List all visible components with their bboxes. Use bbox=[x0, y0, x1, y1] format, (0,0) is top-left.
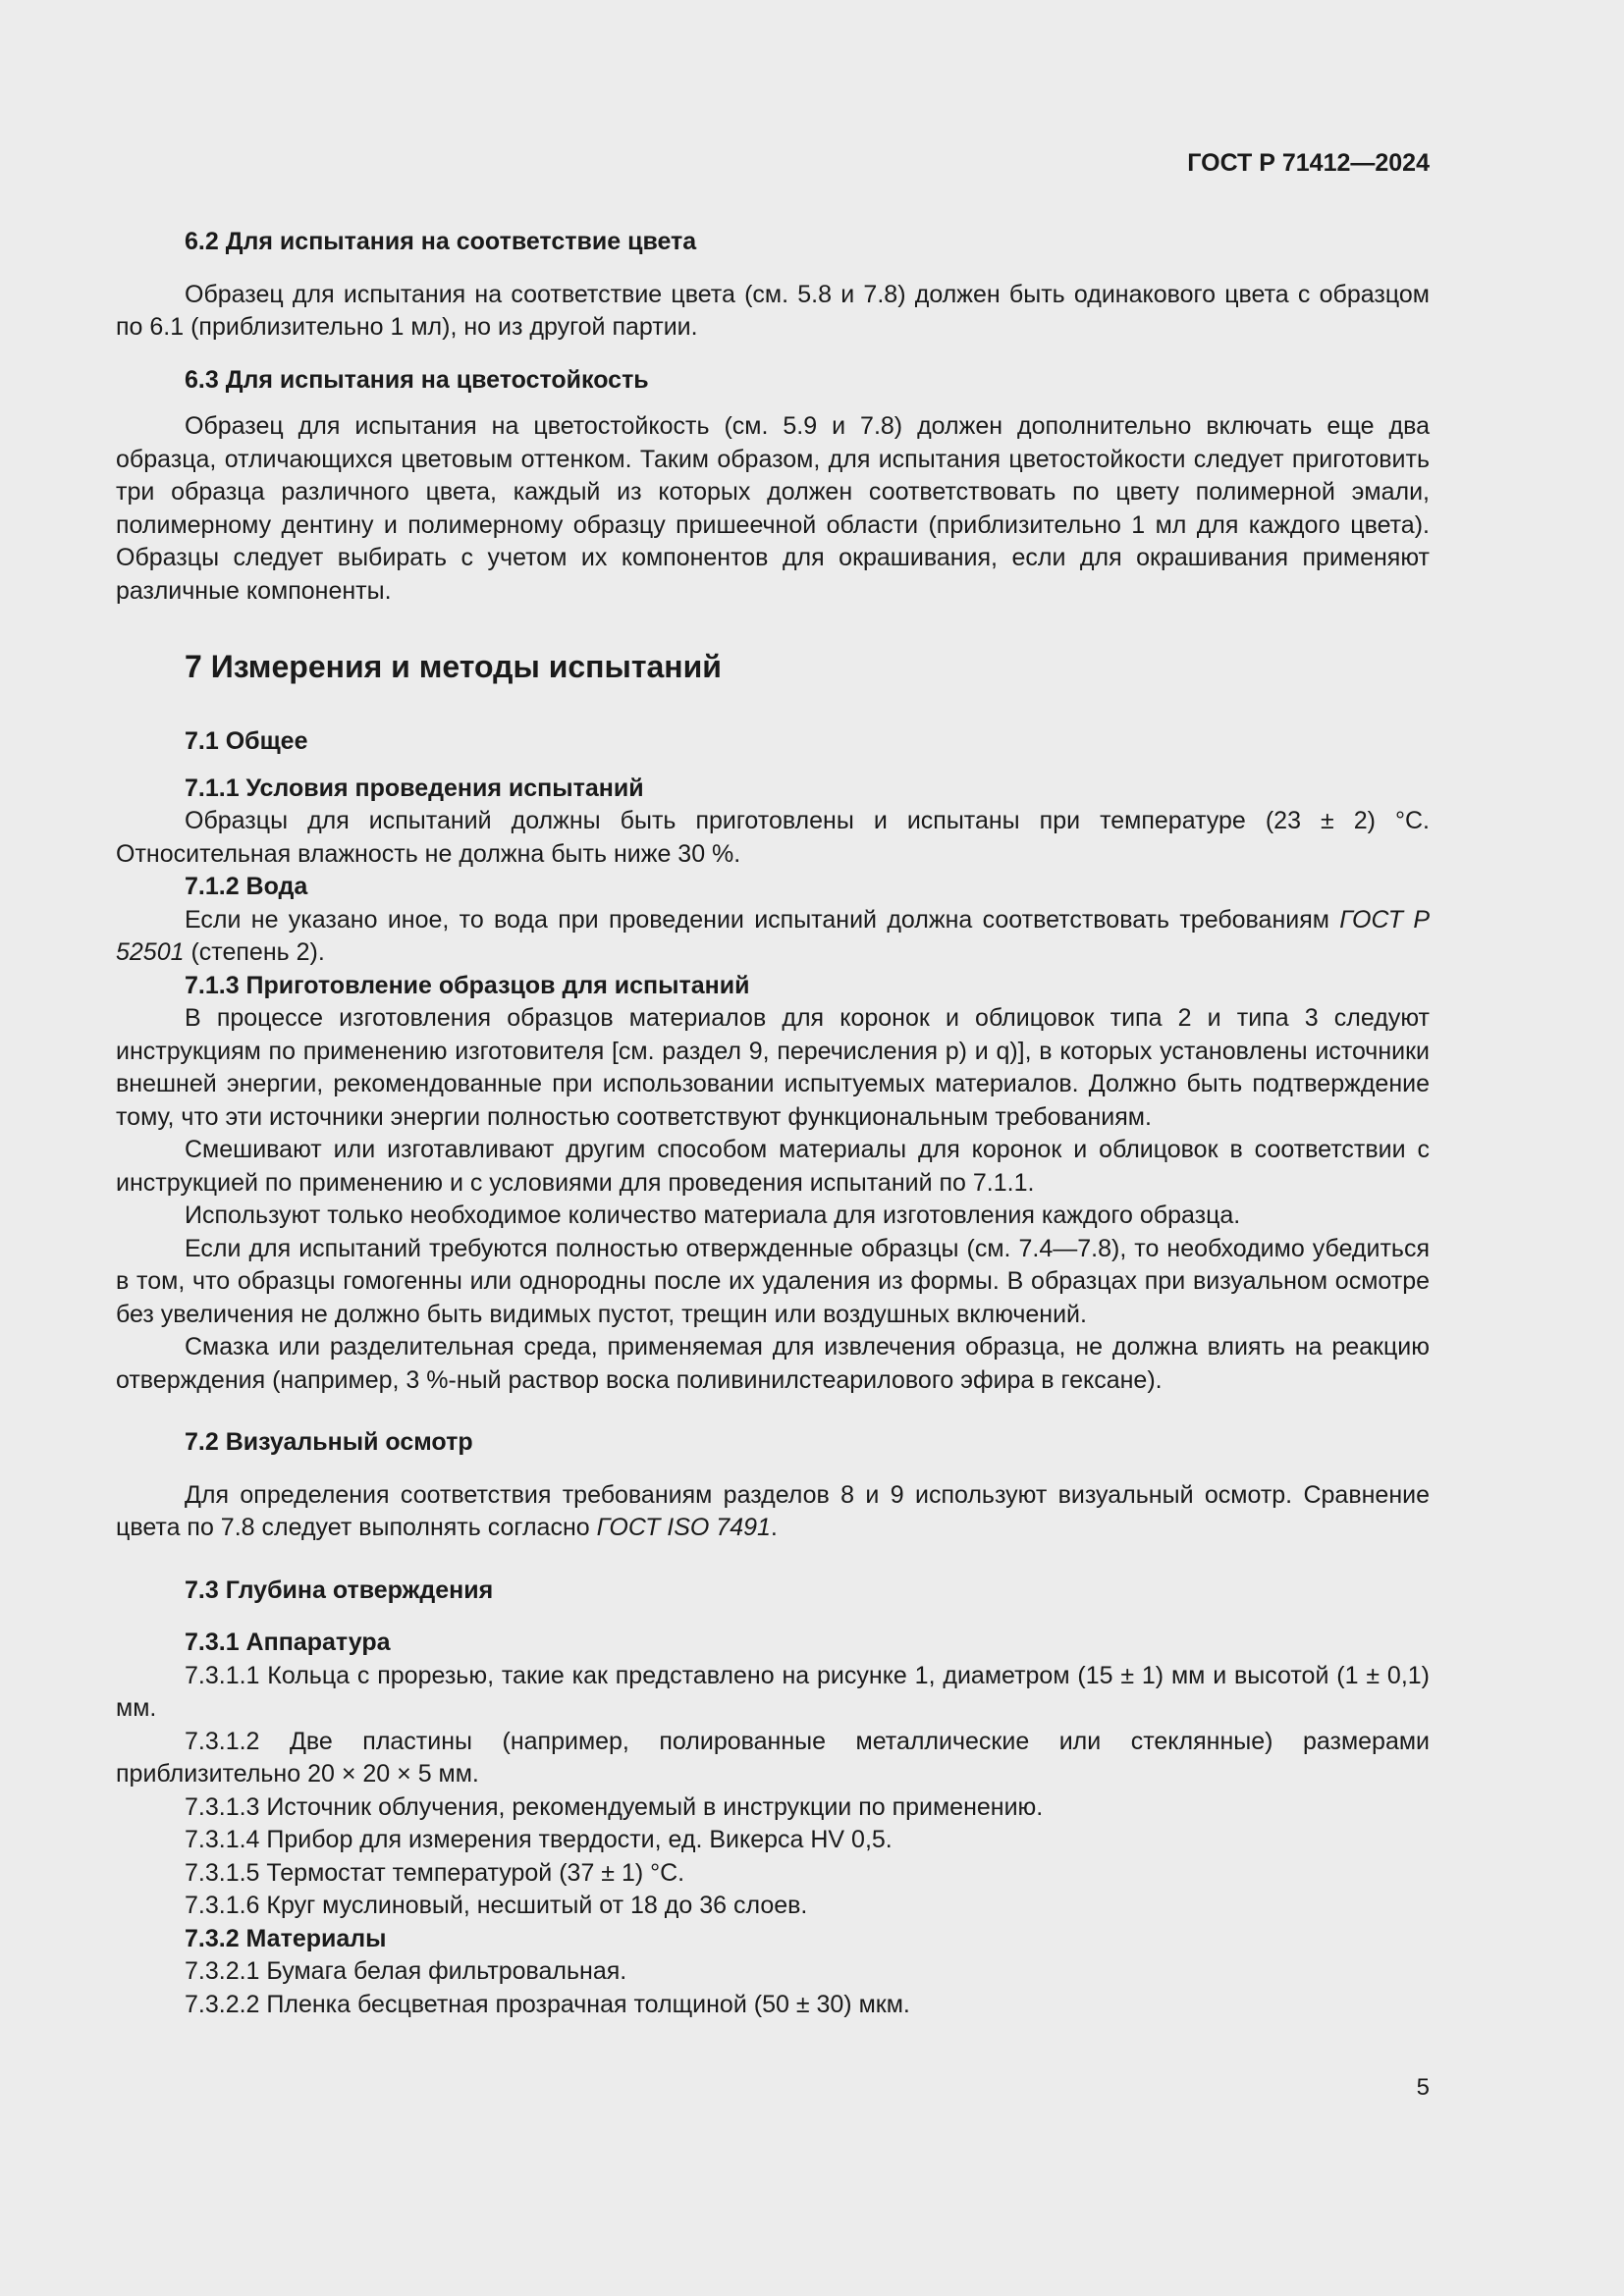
paragraph: Если для испытаний требуются полностью отвержденные образцы (см. 7.4—7.8), то необходимо убедиться в том, что образцы гомогенны или однородны после их удаления из формы. В образцах при визуальном осмотре без увеличения не должно быть видимых пустот, трещин или воздушных включений. bbox=[116, 1234, 1430, 1328]
text-span: (степень 2). bbox=[184, 938, 325, 966]
heading-6-3: 6.3 Для испытания на цветостойкость bbox=[185, 365, 649, 394]
paragraph: Образец для испытания на соответствие цвета (см. 5.8 и 7.8) должен быть одинакового цвета с образцом по 6.1 (приблизительно 1 мл), но из другой партии. bbox=[116, 280, 1430, 341]
list-item: 7.3.1.2 Две пластины (например, полированные металлические или стеклянные) размерами приблизительно 20 × 20 × 5 мм. bbox=[116, 1727, 1430, 1788]
heading-7-1-3: 7.1.3 Приготовление образцов для испытаний bbox=[185, 971, 750, 999]
paragraph: Смазка или разделительная среда, применяемая для извлечения образца, не должна влиять на реакцию отверждения (например, 3 %-ный раствор воска поливинилстеарилового эфира в гексане). bbox=[116, 1333, 1430, 1394]
list-item: 7.3.1.3 Источник облучения, рекомендуемый в инструкции по применению. bbox=[185, 1792, 1044, 1821]
heading-7-1: 7.1 Общее bbox=[185, 727, 308, 755]
standard-code: ГОСТ Р 71412—2024 bbox=[1187, 149, 1430, 177]
heading-6-2: 6.2 Для испытания на соответствие цвета bbox=[185, 228, 697, 255]
heading-7-2: 7.2 Визуальный осмотр bbox=[185, 1428, 473, 1456]
text-span: Если не указано иное, то вода при проведении испытаний должна соответствовать требованиям bbox=[185, 905, 1340, 934]
heading-7-3-1: 7.3.1 Аппаратура bbox=[185, 1629, 391, 1656]
list-item: 7.3.1.6 Круг муслиновый, несшитый от 18 до 36 слоев. bbox=[185, 1892, 808, 1919]
paragraph: Используют только необходимое количество материала для изготовления каждого образца. bbox=[185, 1201, 1241, 1229]
heading-7-1-2: 7.1.2 Вода bbox=[185, 873, 308, 900]
list-item: 7.3.1.4 Прибор для измерения твердости, ед. Викерса HV 0,5. bbox=[185, 1826, 893, 1853]
standard-reference: ГОСТ Р 52501 bbox=[116, 905, 1430, 966]
paragraph: Образцы для испытаний должны быть приготовлены и испытаны при температуре (23 ± 2) °С. Относительная влажность не должна быть ниже 30 %. bbox=[116, 807, 1430, 868]
paragraph: В процессе изготовления образцов материалов для коронок и облицовок типа 2 и типа 3 следуют инструкциям по применению изготовителя [см. раздел 9, перечисления p) и q)], в которых установлены источники внешней энергии, рекомендованные при использовании испытуемых материалов. Должно быть подтверждение тому, что эти источники энергии полностью соответствуют функциональным требованиям. bbox=[116, 1004, 1430, 1131]
standard-reference: ГОСТ ISO 7491 bbox=[596, 1514, 771, 1541]
paragraph bbox=[116, 904, 1430, 970]
text-span: Для определения соответствия требованиям разделов 8 и 9 используют визуальный осмотр. Сравнение цвета по 7.8 следует выполнять согласно bbox=[116, 1480, 1430, 1541]
paragraph: Смешивают или изготавливают другим способом материалы для коронок и облицовок в соответствии с инструкцией по применению и с условиями для проведения испытаний по 7.1.1. bbox=[116, 1136, 1430, 1197]
heading-7-3-2: 7.3.2 Материалы bbox=[185, 1924, 387, 1952]
paragraph: Образец для испытания на цветостойкость (см. 5.9 и 7.8) должен дополнительно включать еще два образца, отличающихся цветовым оттенком. Таким образом, для испытания цветостойкости следует приготовить три образца различного цвета, каждый из которых должен соответствовать по цвету полимерной эмали, полимерному дентину и полимерному образцу пришеечной области (приблизительно 1 мл для каждого цвета). Образцы следует выбирать с учетом их компонентов для окрашивания, если для окрашивания применяют различные компоненты. bbox=[116, 412, 1430, 605]
list-item: 7.3.2.2 Пленка бесцветная прозрачная толщиной (50 ± 30) мкм. bbox=[185, 1990, 910, 2018]
heading-7: 7 Измерения и методы испытаний bbox=[185, 649, 722, 684]
list-item: 7.3.1.1 Кольца с прорезью, такие как представлено на рисунке 1, диаметром (15 ± 1) мм и высотой (1 ± 0,1) мм. bbox=[116, 1661, 1430, 1722]
list-item: 7.3.2.1 Бумага белая фильтровальная. bbox=[185, 1957, 627, 1985]
page-content bbox=[116, 147, 1430, 2021]
text-span: . bbox=[770, 1514, 778, 1541]
heading-7-1-1: 7.1.1 Условия проведения испытаний bbox=[185, 774, 644, 802]
list-item: 7.3.1.5 Термостат температурой (37 ± 1) °С. bbox=[185, 1858, 685, 1887]
paragraph bbox=[116, 1479, 1430, 1545]
page-number: 5 bbox=[1416, 2074, 1430, 2101]
heading-7-3: 7.3 Глубина отверждения bbox=[185, 1575, 494, 1604]
